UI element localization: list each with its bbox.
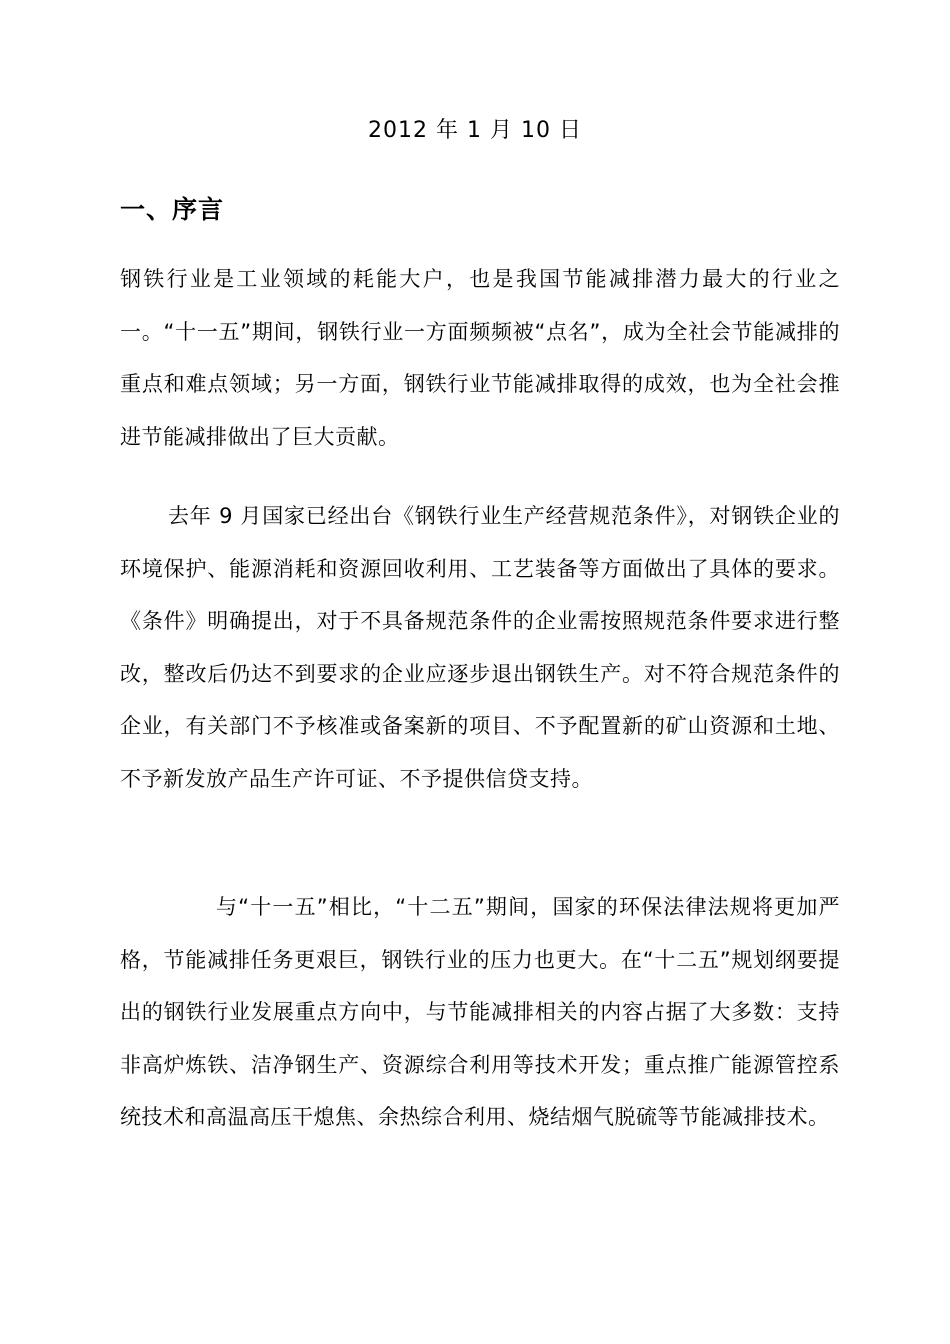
paragraph-intro: 钢铁行业是工业领域的耗能大户，也是我国节能减排潜力最大的行业之一。“十一五”期间，钢铁行业一方面频频被“点名”，成为全社会节能减排的重点和难点领域；另一方面，钢铁行业节能减排取得的成效，也为全社会推进节能减排做出了巨大贡献。: [120, 267, 840, 449]
paragraph-regulations: 去年 9 月国家已经出台《钢铁行业生产经营规范条件》，对钢铁企业的环境保护、能源消耗和资源回收利用、工艺装备等方面做出了具体的要求。《条件》明确提出，对于不具备规范条件的企业需按照规范条件要求进行整改，整改后仍达不到要求的企业应逐步退出钢铁生产。对不符合规范条件的企业，有关部门不予核准或备案新的项目、不予配置新的矿山资源和土地、不予新发放产品生产许可证、不予提供信贷支持。: [120, 504, 840, 791]
section-heading: 一、序言: [120, 195, 225, 224]
document-date: 2012 年 1 月 10 日: [368, 118, 582, 143]
paragraph-twelfth-plan: 与“十一五”相比，“十二五”期间，国家的环保法律法规将更加严格，节能减排任务更艰巨，钢铁行业的压力也更大。在“十二五”规划纲要提出的钢铁行业发展重点方向中，与节能减排相关的内容占据了大多数：支持非高炉炼铁、洁净钢生产、资源综合利用等技术开发；重点推广能源管控系统技术和高温高压干熄焦、余热综合利用、烧结烟气脱硫等节能减排技术。: [120, 895, 840, 1129]
